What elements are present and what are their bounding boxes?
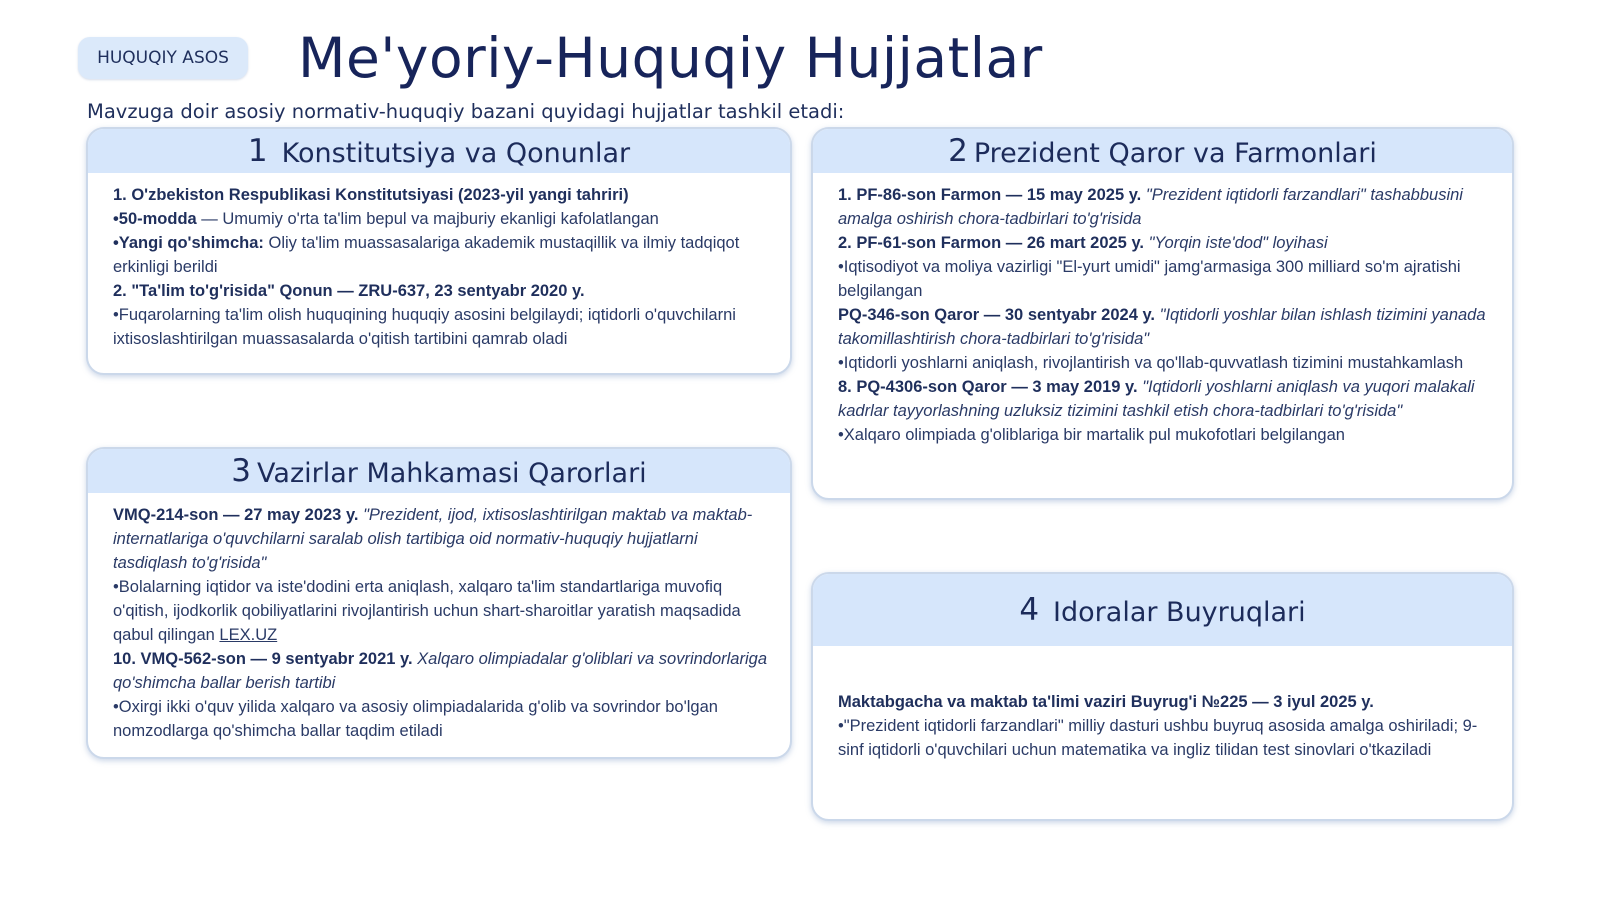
detail-text: — Umumiy o'rta ta'lim bepul va majburiy ekanligi kafolatlangan	[196, 210, 659, 228]
document-item: 2. "Ta'lim to'g'risida" Qonun — ZRU-637, 23 sentyabr 2020 y.	[113, 282, 585, 300]
card-number: 1	[247, 133, 268, 169]
card-number: 4	[1019, 592, 1040, 628]
document-title: "Iqtidorli yoshlar bilan ishlash tizimini yanada takomillashtirish chora-tadbirlari to'g'risida"	[838, 306, 1486, 348]
card-president-decrees	[811, 127, 1514, 500]
card-body	[88, 173, 790, 351]
card-body	[813, 646, 1512, 762]
document-title: "Prezident, ijod, ixtisoslashtirilgan maktab va maktab-internatlariga o'quvchilarni saralab olish tartibiga oid normativ-huquqiy hujjatlarni tasdiqlash to'g'risida"	[113, 506, 753, 572]
document-item	[838, 375, 1498, 423]
document-detail: •Xalqaro olimpiada g'oliblariga bir martalik pul mukofotlari belgilangan	[838, 426, 1345, 444]
section-tag: HUQUQIY ASOS	[78, 37, 248, 79]
document-detail: •Iqtisodiyot va moliya vazirligi "El-yurt umidi" jamg'armasiga 300 milliard so'm ajratishi belgilangan	[838, 258, 1461, 300]
detail-text: Oliy ta'lim muassasalariga akademik mustaqillik va ilmiy tadqiqot erkinligi berildi	[113, 234, 740, 276]
document-ref: 8. PQ-4306-son Qaror — 3 may 2019 y.	[838, 378, 1138, 396]
document-detail: •Oxirgi ikki o'quv yilida xalqaro va asosiy olimpiadalarida g'olib va sovrindor bo'lgan nomzodlarga qo'shimcha ballar taqdim etiladi	[113, 698, 718, 740]
document-item: Maktabgacha va maktab ta'limi vaziri Buyrug'i №225 — 3 iyul 2025 y.	[838, 693, 1374, 711]
document-ref: PQ-346-son Qaror — 30 sentyabr 2024 y.	[838, 306, 1156, 324]
card-header	[88, 129, 790, 173]
document-title: Xalqaro olimpiadalar g'oliblari va sovrindorlariga qo'shimcha ballar berish tartibi	[113, 650, 767, 692]
card-number: 2	[948, 133, 968, 169]
page-subtitle: Mavzuga doir asosiy normativ-huquqiy bazani quyidagi hujjatlar tashkil etadi:	[87, 100, 845, 123]
card-number: 3	[231, 453, 252, 489]
card-heading: Idoralar Buyruqlari	[1053, 596, 1306, 628]
card-cabinet-resolutions	[86, 447, 792, 759]
card-agency-orders	[811, 572, 1514, 821]
card-header	[88, 449, 790, 493]
document-item	[113, 503, 776, 575]
document-title: "Iqtidorli yoshlarni aniqlash va yuqori malakali kadrlar tayyorlashning uzluksiz tizimini tashkil etish chora-tadbirlari to'g'risida"	[838, 378, 1475, 420]
document-detail: •"Prezident iqtidorli farzandlari" milliy dasturi ushbu buyruq asosida amalga oshiriladi; 9-sinf iqtidorli o'quvchilari uchun matematika va ingliz tilidan test sinovlari o'tkaziladi	[838, 717, 1478, 759]
card-heading: Vazirlar Mahkamasi Qarorlari	[257, 457, 647, 489]
document-title: "Prezident iqtidorli farzandlari" tashabbusini amalga oshirish chora-tadbirlari to'g'risida	[838, 186, 1463, 228]
detail-label: •Yangi qo'shimcha:	[113, 234, 264, 252]
card-heading: Konstitutsiya va Qonunlar	[281, 137, 631, 169]
document-item	[838, 303, 1498, 351]
lex-uz-link[interactable]: LEX.UZ	[219, 626, 278, 644]
page-title: Me'yoriy-Huquqiy Hujjatlar	[298, 26, 1043, 90]
card-body	[88, 493, 790, 743]
document-ref: 10. VMQ-562-son — 9 sentyabr 2021 y.	[113, 650, 413, 668]
document-item: 1. O'zbekiston Respublikasi Konstitutsiyasi (2023-yil yangi tahriri)	[113, 186, 629, 204]
document-detail: •Iqtidorli yoshlarni aniqlash, rivojlantirish va qo'llab-quvvatlash tizimini mustahkamlash	[838, 354, 1464, 372]
document-detail	[113, 575, 776, 647]
document-item	[113, 647, 776, 695]
document-ref: VMQ-214-son — 27 may 2023 y.	[113, 506, 359, 524]
document-detail	[113, 207, 776, 231]
detail-label: •50-modda	[113, 210, 197, 228]
card-body	[813, 173, 1512, 447]
document-ref: 1. PF-86-son Farmon — 15 may 2025 y.	[838, 186, 1142, 204]
document-detail	[113, 231, 776, 279]
card-header	[813, 574, 1512, 646]
card-header	[813, 129, 1512, 173]
document-detail: •Fuqarolarning ta'lim olish huquqining huquqiy asosini belgilaydi; iqtidorli o'quvchilarni ixtisoslashtirilgan muassasalarda o'qitish tartibini qamrab oladi	[113, 306, 736, 348]
detail-text: •Bolalarning iqtidor va iste'dodini erta aniqlash, xalqaro ta'lim standartlariga muvofiq o'qitish, ijodkorlik qobiliyatlarini rivojlantirish uchun shart-sharoitlar yaratish maqsadida qabul qilingan	[113, 578, 741, 644]
document-title: "Yorqin iste'dod" loyihasi	[1143, 234, 1328, 252]
card-constitution-laws	[86, 127, 792, 375]
document-ref: 2. PF-61-son Farmon — 26 mart 2025 y.	[838, 234, 1144, 252]
card-heading: Prezident Qaror va Farmonlari	[973, 137, 1377, 169]
document-item	[838, 231, 1498, 255]
document-item	[838, 183, 1498, 231]
